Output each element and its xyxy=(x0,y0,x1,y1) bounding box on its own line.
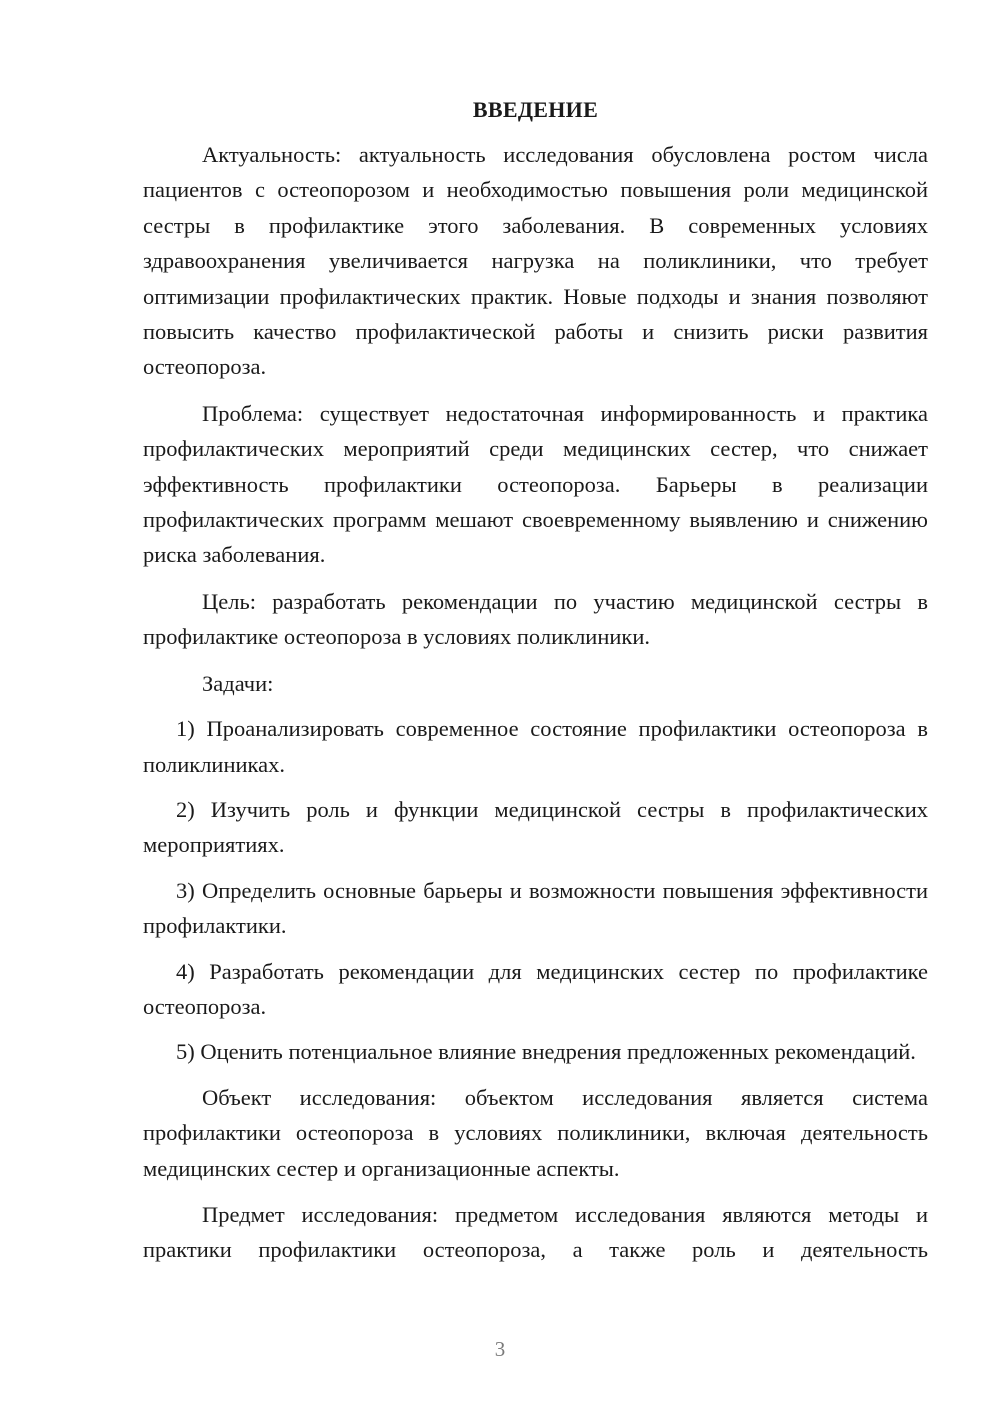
relevance-paragraph: Актуальность: актуальность исследования обусловлена ростом числа пациентов с остеопорозом и необходимостью повышения роли медицинской сестры в профилактике этого заболевания. В современных условиях здравоохранения увеличивается нагрузка на поликлиники, что требует оптимизации профилактических практик. Новые подходы и знания позволяют повысить качество профилактической работы и снизить риски развития остеопороза. xyxy=(143,142,928,380)
task-item: 4) Разработать рекомендации для медицинских сестер по профилактике остеопороза. xyxy=(143,958,928,1019)
goal-paragraph: Цель: разработать рекомендации по участию медицинской сестры в профилактике остеопороза в условиях поликлиники. xyxy=(143,588,928,650)
task-item: 2) Изучить роль и функции медицинской сестры в профилактических мероприятиях. xyxy=(143,796,928,858)
problem-paragraph: Проблема: существует недостаточная информированность и практика профилактических мероприятий среди медицинских сестер, что снижает эффективность профилактики остеопороза. Барьеры в реализации профилактических программ мешают своевременному выявлению и снижению риска заболевания. xyxy=(143,400,928,568)
task-item: 5) Оценить потенциальное влияние внедрения предложенных рекомендаций. xyxy=(176,1039,916,1065)
tasks-heading: Задачи: xyxy=(202,670,274,696)
page-body xyxy=(143,92,928,1268)
object-paragraph: Объект исследования: объектом исследования является система профилактики остеопороза в условиях поликлиники, включая деятельность медицинских сестер и организационные аспекты. xyxy=(143,1084,928,1181)
subject-paragraph: Предмет исследования: предметом исследования являются методы и практики профилактики остеопороза, а также роль и деятельность xyxy=(143,1201,928,1263)
section-title: ВВЕДЕНИЕ xyxy=(472,97,599,122)
page-number: 3 xyxy=(494,1337,506,1361)
task-item: 3) Определить основные барьеры и возможности повышения эффективности профилактики. xyxy=(143,877,928,939)
task-item: 1) Проанализировать современное состояние профилактики остеопороза в поликлиниках. xyxy=(143,716,928,777)
